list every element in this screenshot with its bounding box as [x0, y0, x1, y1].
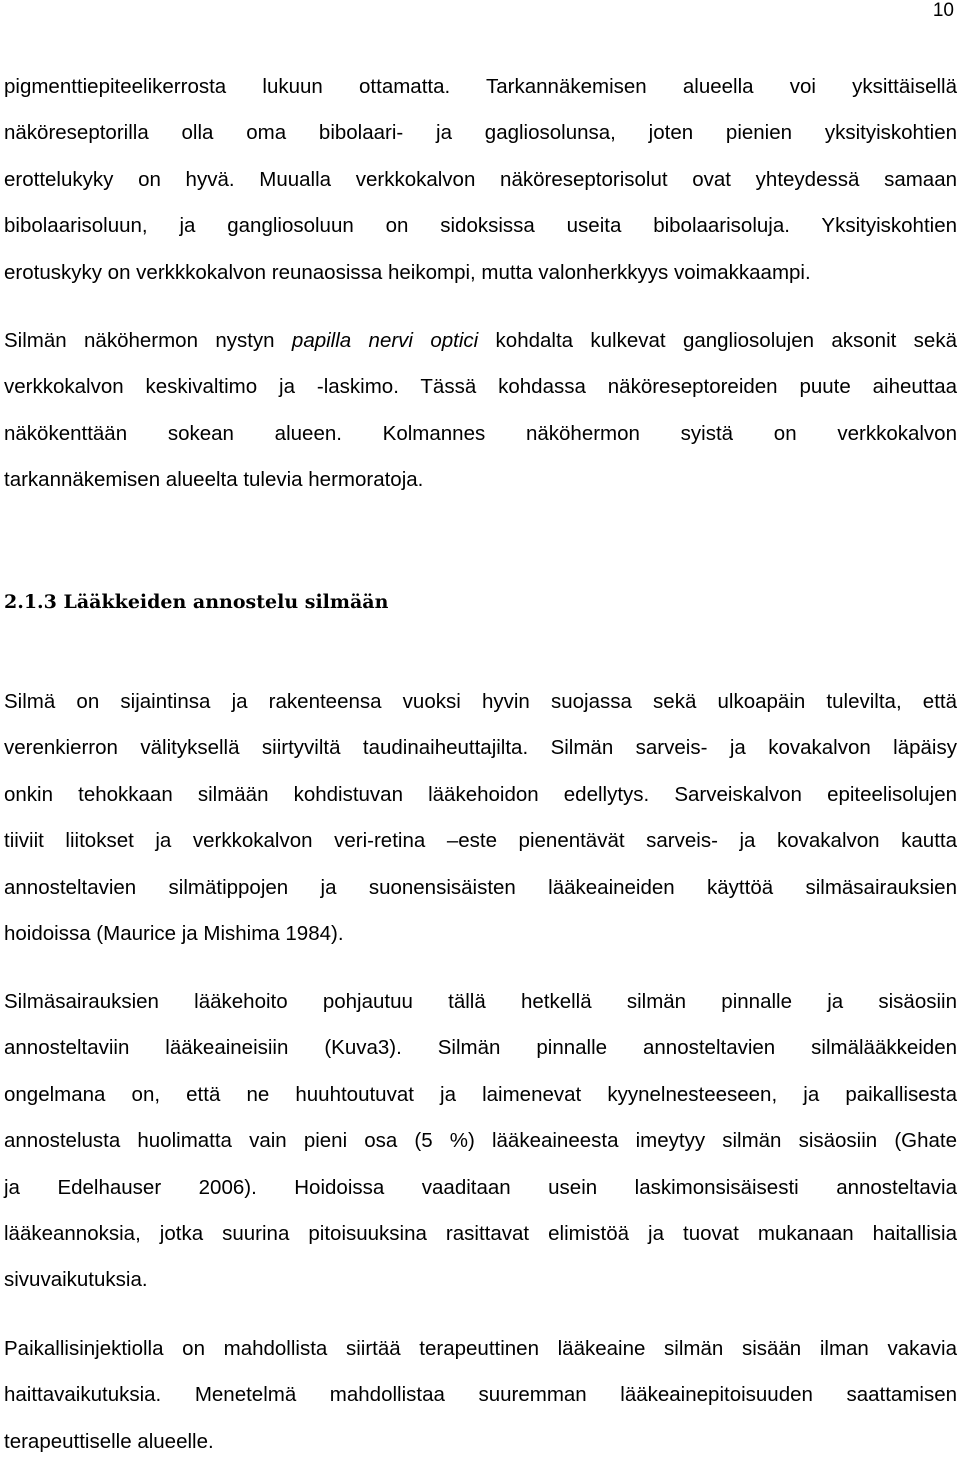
text-line: terapeuttiselle alueelle.	[4, 1429, 214, 1453]
paragraph-treatment	[4, 979, 957, 1304]
text-line: verenkierron välityksellä siirtyviltä taudinaiheuttajilta. Silmän sarveis- ja kovakalvon läpäisy	[4, 736, 957, 760]
text-line: lääkeannoksia, jotka suurina pitoisuuksina rasittavat elimistöä ja tuovat mukanaan haitallisia	[4, 1222, 957, 1246]
text-line: verkkokalvon keskivaltimo ja -laskimo. Tässä kohdassa näköreseptoreiden puute aiheuttaa	[4, 375, 957, 399]
text-line: ja Edelhauser 2006). Hoidoissa vaaditaan usein laskimonsisäisesti annosteltavia	[4, 1175, 957, 1199]
text-line: annosteltavien silmätippojen ja suonensisäisten lääkeaineiden käyttöä silmäsairauksien	[4, 875, 957, 899]
paragraph-retina-receptors	[4, 64, 957, 296]
text-line: erottelukyky on hyvä. Muualla verkkokalvon näköreseptorisolut ovat yhteydessä samaan	[4, 167, 957, 191]
text-line: onkin tehokkaan silmään kohdistuvan lääkehoidon edellytys. Sarveiskalvon epiteelisolujen	[4, 782, 957, 806]
paragraph-local-injection	[4, 1326, 957, 1465]
section-heading: 2.1.3 Lääkkeiden annostelu silmään	[4, 591, 389, 613]
text-segment: kohdalta kulkevat gangliosolujen aksonit sekä	[478, 329, 957, 352]
text-line	[4, 318, 957, 364]
page-number: 10	[932, 0, 954, 21]
text-line: bibolaarisoluun, ja gangliosoluun on sidoksissa useita bibolaarisoluja. Yksityiskohtien	[4, 214, 957, 238]
text-segment: Silmän näköhermon nystyn	[4, 329, 292, 352]
latin-term: papilla nervi optici	[291, 329, 479, 352]
paragraph-drug-delivery	[4, 679, 957, 957]
text-line: ongelmana on, että ne huuhtoutuvat ja laimenevat kyynelnesteeseen, ja paikallisesta	[4, 1082, 957, 1106]
text-line: Paikallisinjektiolla on mahdollista siirtää terapeuttinen lääkeaine silmän sisään ilman vakavia	[4, 1337, 957, 1360]
text-line: annostelusta huolimatta vain pieni osa (5 %) lääkeaineesta imeytyy silmän sisäosiin (Ghate	[4, 1129, 957, 1153]
text-line: annosteltaviin lääkeaineisiin (Kuva3). Silmän pinnalle annosteltavien silmälääkkeiden	[4, 1036, 957, 1060]
text-line: erotuskyky on verkkkokalvon reunaosissa heikompi, mutta valonherkkyys voimakkaampi.	[4, 260, 811, 284]
text-line: näköreseptorilla olla oma bibolaari- ja gagliosolunsa, joten pienien yksityiskohtien	[4, 121, 957, 145]
text-line: tiiviit liitokset ja verkkokalvon veri-retina –este pienentävät sarveis- ja kovakalvon kautta	[4, 829, 957, 853]
text-line: Silmäsairauksien lääkehoito pohjautuu tällä hetkellä silmän pinnalle ja sisäosiin	[4, 990, 957, 1013]
text-line: Silmä on sijaintinsa ja rakenteensa vuoksi hyvin suojassa sekä ulkoapäin tulevilta, että	[4, 690, 957, 713]
text-line: tarkannäkemisen alueelta tulevia hermoratoja.	[4, 468, 424, 492]
text-line: näkökenttään sokean alueen. Kolmannes näköhermon syistä on verkkokalvon	[4, 421, 957, 445]
text-line: haittavaikutuksia. Menetelmä mahdollistaa suuremman lääkeainepitoisuuden saattamisen	[4, 1383, 957, 1407]
paragraph-optic-nerve	[4, 318, 957, 504]
text-line: hoidoissa (Maurice ja Mishima 1984).	[4, 922, 344, 946]
text-line: sivuvaikutuksia.	[4, 1268, 148, 1292]
text-line: pigmenttiepiteelikerrosta lukuun ottamatta. Tarkannäkemisen alueella voi yksittäisellä	[4, 75, 957, 98]
